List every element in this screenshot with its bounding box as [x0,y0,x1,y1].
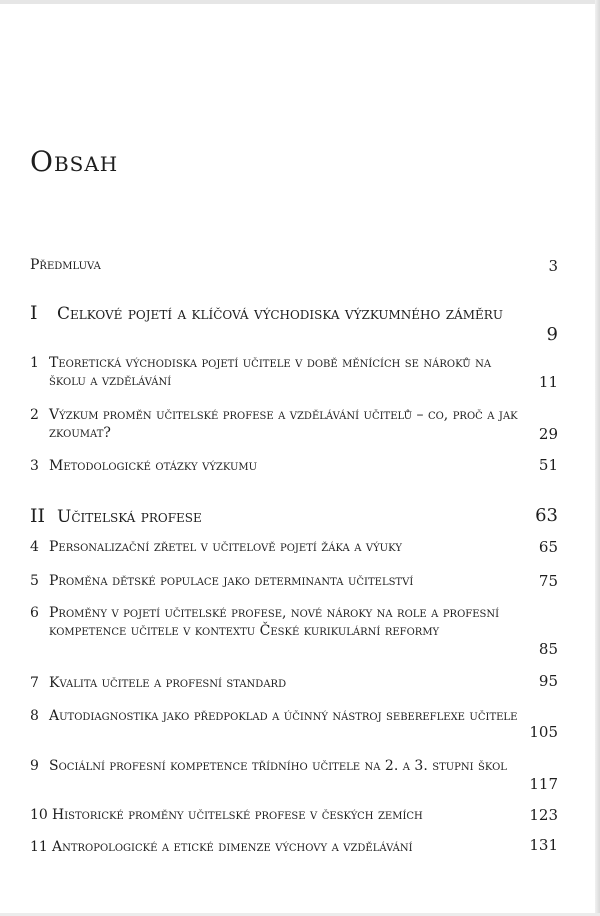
page-title: Obsah [30,145,119,178]
chapter-title: Sociální profesní kompetence třídního učitele na 2. a 3. stupni škol [49,758,507,774]
chapter-page: 29 [538,425,558,443]
chapter-number: 7 [30,675,39,691]
chapter-number: 10 [30,807,48,823]
part-number: II [30,505,46,527]
chapter-page: 105 [529,723,558,741]
part-title: Celkové pojetí a klíčová východiska výzkumného záměru [57,304,503,324]
chapter-entry [30,674,558,692]
preface-page: 3 [548,257,558,275]
chapter-number: 2 [30,407,39,423]
chapter-entry [30,707,558,743]
chapter-title: Teoretická východiska pojetí učitele v době měnících se nároků na školu a vzdělávání [49,355,492,389]
chapter-page: 117 [529,775,558,793]
chapter-title: Autodiagnostika jako předpoklad a účinný nástroj sebereflexe učitele [49,708,518,724]
chapter-entry [30,604,558,658]
scan-edge-right [595,0,600,916]
chapter-number: 8 [30,708,39,724]
chapter-entry [30,538,558,556]
chapter-entry [30,457,558,475]
scan-edge-top [0,0,600,4]
chapter-page: 131 [529,836,558,854]
chapter-number: 5 [30,573,39,589]
chapter-entry [30,838,558,856]
chapter-number: 1 [30,355,39,371]
chapter-title: Proměna dětské populace jako determinanta učitelství [49,573,414,589]
chapter-title: Výzkum proměn učitelské profese a vzdělávání učitelů – co, proč a jak zkoumat? [49,407,518,441]
chapter-entry [30,354,558,390]
chapter-entry [30,757,558,793]
chapter-page: 85 [538,640,558,658]
chapter-page: 123 [529,806,558,824]
chapter-number: 9 [30,758,39,774]
chapter-page: 51 [538,456,558,474]
chapter-number: 3 [30,458,39,474]
part-page: 63 [535,505,558,526]
preface-label: Předmluva [30,257,101,273]
chapter-page: 75 [538,572,558,590]
part-page: 9 [546,324,558,345]
part-number: I [30,302,38,324]
chapter-title: Kvalita učitele a profesní standard [49,675,287,691]
chapter-title: Proměny v pojetí učitelské profese, nové nároky na role a profesní kompetence učitele v kontextu České kurikulární reformy [49,605,500,639]
part-entry [30,302,558,350]
chapter-page: 95 [538,672,558,690]
chapter-title: Antropologické a etické dimenze výchovy a vzdělávání [52,839,413,855]
chapter-entry [30,406,558,442]
chapter-title: Historické proměny učitelské profese v českých zemích [52,807,423,823]
chapter-title: Personalizační zřetel v učitelově pojetí žáka a výuky [49,539,402,555]
chapter-number: 6 [30,605,39,621]
chapter-title: Metodologické otázky výzkumu [49,458,258,474]
chapter-page: 11 [538,373,558,391]
chapter-page: 65 [538,538,558,556]
chapter-number: 4 [30,539,39,555]
chapter-entry [30,572,558,590]
part-entry [30,505,558,531]
chapter-number: 11 [30,839,48,855]
chapter-entry [30,806,558,824]
preface-entry [30,257,558,273]
part-title: Učitelská profese [57,507,202,527]
